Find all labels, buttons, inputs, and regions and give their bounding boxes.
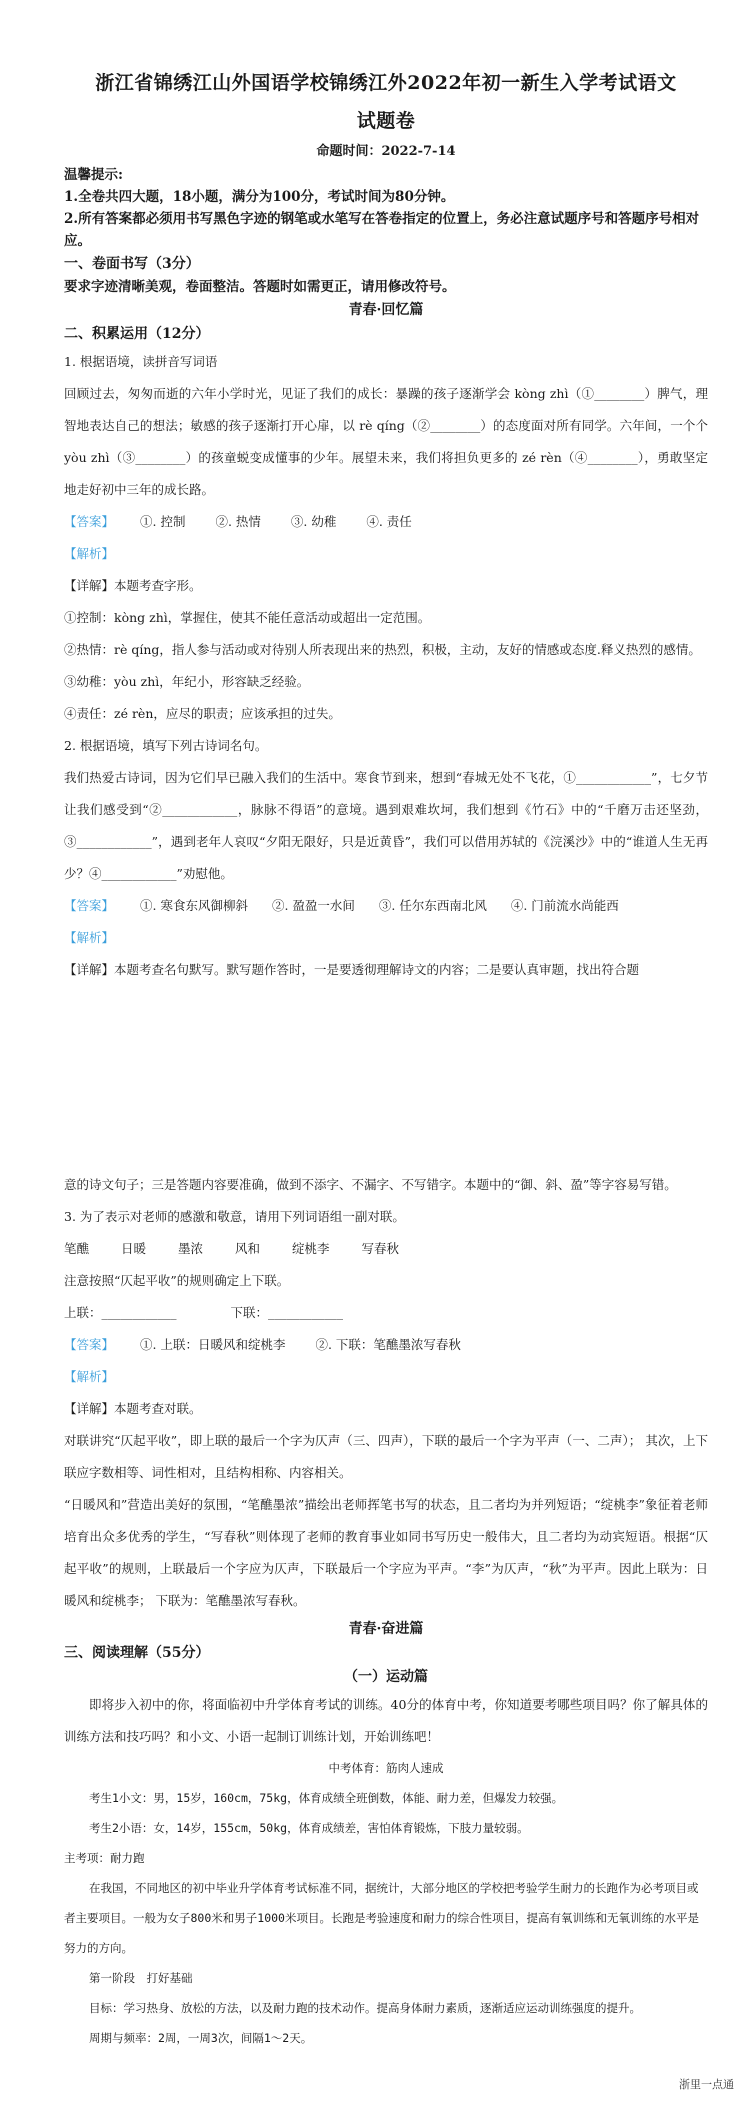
q3-hint: 注意按照“仄起平收”的规则确定上下联。 (64, 1273, 290, 1288)
q1-passage: 回顾过去，匆匆而逝的六年小学时光，见证了我们的成长：暴躁的孩子逐渐学会 kòng zhì（①________）脾气，理智地表达自己的想法；敏感的孩子逐渐打开心扉，以 rè qíng（②________）的态度面对所有同学。六年间，一个个 yòu zhì（③________）的孩童蜕变成懂事的少年。展望未来，我们将担负更多的 zé rèn（④________），勇敢坚定地走好初中三年的成长路。 (64, 386, 708, 497)
q2-stem: 2. 根据语境，填写下列古诗词名句。 (64, 738, 268, 753)
q2-answer-1: ①. 寒食东风御柳斜 (140, 898, 248, 913)
q3-word: 墨浓 (178, 1241, 204, 1256)
q3-word: 写春秋 (361, 1241, 400, 1256)
reading-1-intro: 即将步入初中的你，将面临初中升学体育考试的训练。40分的体育中考，你知道要考哪些项目吗？你了解具体的训练方法和技巧吗？和小文、小语一起制订训练计划，开始训练吧！ (64, 1697, 708, 1744)
q1-answer-row (64, 506, 708, 538)
q3-word-list (64, 1233, 708, 1265)
q1-answer-1: ①. 控制 (140, 514, 186, 529)
section-3-title: 三、阅读理解（55分） (64, 1645, 210, 1661)
footer-watermark: 浙里一点通 (679, 2078, 734, 2091)
q3-word: 风和 (235, 1241, 261, 1256)
q3-lower-blank: 下联：____________ (230, 1305, 344, 1320)
q1-detail-1: ①控制：kòng zhì，掌握住，使其不能任意活动或超出一定范围。 (64, 610, 431, 625)
stage-frequency: 周期与频率：2周，一周3次，间隔1～2天。 (89, 2031, 313, 2045)
exam-title-line1: 浙江省锦绣江山外国语学校锦绣江外2022年初一新生入学考试语文 (95, 72, 677, 94)
exam-title-line2: 试题卷 (356, 110, 416, 132)
q3-detail: 【详解】本题考查对联。 (64, 1401, 202, 1416)
q1-detail-2: ②热情：rè qíng，指人参与活动或对待别人所表现出来的热烈，积极，主动，友好的情感或态度.释义热烈的感情。 (64, 642, 701, 657)
q2-passage: 我们热爱古诗词，因为它们早已融入我们的生活中。寒食节到来，想到“春城无处不飞花，①____________”，七夕节让我们感受到“②____________，脉脉不得语”的意境。遇到艰难坎坷，我们想到《竹石》中的“千磨万击还坚劲，③____________”，遇到老年人哀叹“夕阳无限好，只是近黄昏”，我们可以借用苏轼的《浣溪沙》中的“谁道人生无再少？④____________”劝慰他。 (64, 770, 708, 881)
notice-title: 温馨提示: (64, 167, 123, 183)
student-1: 考生1小文：男，15岁，160cm，75kg，体育成绩全班倒数，体能、耐力差，但爆发力较强。 (89, 1791, 564, 1805)
student-2: 考生2小语：女，14岁，155cm，50kg，体育成绩差，害怕体育锻炼，下肢力量较弱。 (89, 1821, 529, 1835)
q3-stem: 3. 为了表示对老师的感激和敬意，请用下列词语组一副对联。 (64, 1209, 405, 1224)
q1-stem: 1. 根据语境，读拼音写词语 (64, 354, 218, 369)
q2-answer-3: ③. 任尔东西南北风 (378, 898, 487, 913)
exam-time: 命题时间：2022-7-14 (316, 144, 456, 159)
q3-word: 绽桃李 (292, 1241, 330, 1256)
notice-2: 2.所有答案都必须用书写黑色字迹的钢笔或水笔写在答卷指定的位置上，务必注意试题序号和答题序号相对应。 (64, 211, 700, 249)
section-1-title: 一、卷面书写（3分） (64, 256, 200, 272)
part-1-title: 青春·回忆篇 (348, 302, 424, 318)
q3-paragraph-2: “日暖风和”营造出美好的氛围，“笔醮墨浓”描绘出老师挥笔书写的状态，且二者均为并列短语；“绽桃李”象征着老师培育出众多优秀的学生，“写春秋”则体现了老师的教育事业如同书写历史一般伟大，且二者均为动宾短语。根据“仄起平收”的规则，上联最后一个字应为仄声，下联最后一个字应为平声。“李”为仄声，“秋”为平声。因此上联为：日暖风和绽桃李； 下联为：笔醮墨浓写春秋。 (64, 1497, 708, 1608)
answer-label: 【答案】 (64, 1337, 115, 1352)
main-item: 主考项：耐力跑 (64, 1851, 145, 1865)
q2-answer-row (64, 890, 708, 922)
q3-answer-row (64, 1329, 708, 1361)
blank-gap (64, 986, 708, 1169)
part-2-title: 青春·奋进篇 (348, 1621, 424, 1637)
stage-goal: 目标：学习热身、放松的方法，以及耐力跑的技术动作。提高身体耐力素质，逐渐适应运动训练强度的提升。 (89, 2001, 641, 2015)
q3-word: 笔醮 (64, 1241, 90, 1256)
answer-label: 【答案】 (64, 514, 115, 529)
q3-paragraph-1: 对联讲究“仄起平收”，即上联的最后一个字为仄声（三、四声），下联的最后一个字为平声（一、二声）； 其次，上下联应字数相等、词性相对，且结构相称、内容相关。 (64, 1433, 708, 1480)
section-1-desc: 要求字迹清晰美观，卷面整洁。答题时如需更正，请用修改符号。 (64, 279, 456, 295)
exam-page (64, 64, 708, 2053)
q1-detail-4: ④责任：zé rèn，应尽的职责；应该承担的过失。 (64, 706, 341, 721)
answer-label: 【答案】 (64, 898, 115, 913)
section-2-title: 二、积累运用（12分） (64, 326, 210, 342)
q3-answer-2: ②. 下联：笔醮墨浓写春秋 (315, 1337, 461, 1352)
q3-answer-1: ①. 上联：日暖风和绽桃李 (140, 1337, 286, 1352)
q3-couplet-blanks (64, 1297, 708, 1329)
q2-detail-a: 【详解】本题考查名句默写。默写题作答时，一是要透彻理解诗文的内容；二是要认真审题，找出符合题 (64, 962, 640, 977)
q1-detail: 【详解】本题考查字形。 (64, 578, 202, 593)
q1-detail-3: ③幼稚：yòu zhì，年纪小，形容缺乏经验。 (64, 674, 310, 689)
q1-answer-4: ④. 责任 (366, 514, 412, 529)
doc-title: 中考体育：筋肉人速成 (328, 1761, 444, 1775)
paragraph-1: 在我国，不同地区的初中毕业升学体育考试标准不同，据统计，大部分地区的学校把考验学生耐力的长跑作为必考项目或者主要项目。一般为女子800米和男子1000米项目。长跑是考验速度和耐力的综合性项目，提高有氧训练和无氧训练的水平是努力的方向。 (64, 1881, 699, 1955)
q2-detail-b: 意的诗文句子；三是答题内容要准确，做到不添字、不漏字、不写错字。本题中的“御、斜、盈”等字容易写错。 (64, 1177, 677, 1192)
q3-upper-blank: 上联：____________ (64, 1305, 177, 1320)
notice-1: 1.全卷共四大题，18小题，满分为100分，考试时间为80分钟。 (64, 189, 455, 205)
stage-1: 第一阶段 打好基础 (89, 1971, 193, 1985)
reading-1-title: （一）运动篇 (344, 1669, 428, 1685)
q3-word: 日暖 (121, 1241, 147, 1256)
q1-answer-2: ②. 热情 (215, 514, 261, 529)
q1-analysis-label: 【解析】 (64, 546, 115, 561)
q2-answer-4: ④. 门前流水尚能西 (510, 898, 619, 913)
q2-analysis-label: 【解析】 (64, 930, 115, 945)
q3-analysis-label: 【解析】 (64, 1369, 115, 1384)
q1-answer-3: ③. 幼稚 (290, 514, 337, 529)
q2-answer-2: ②. 盈盈一水间 (271, 898, 355, 913)
